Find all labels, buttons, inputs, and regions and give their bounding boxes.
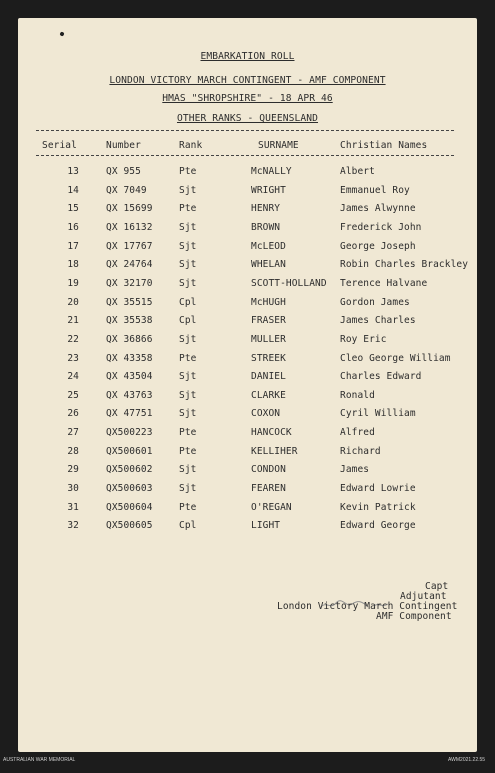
document-page: [18, 18, 477, 752]
table-row: [18, 203, 477, 221]
serial-cell: 25: [67, 389, 79, 401]
service-number-cell: QX 32170: [106, 277, 153, 289]
rank-cell: Cpl: [179, 296, 197, 308]
service-number-cell: QX500604: [106, 501, 153, 513]
rank-cell: Sjt: [179, 389, 197, 401]
table-row: [18, 427, 477, 445]
serial-cell: 13: [67, 166, 79, 177]
signatory-unit: London Victory March Contingent: [277, 601, 458, 612]
rank-cell: Sjt: [179, 221, 197, 233]
christian-names-cell: Roy Eric: [340, 333, 387, 345]
serial-cell: 20: [67, 296, 79, 308]
service-number-cell: QX500602: [106, 464, 153, 476]
rank-cell: Pte: [179, 501, 197, 513]
surname-cell: McHUGH: [251, 296, 286, 308]
service-number-cell: QX500605: [106, 520, 153, 532]
surname-cell: FRASER: [251, 315, 286, 327]
christian-names-cell: Albert: [340, 166, 375, 177]
service-number-cell: QX 17767: [106, 240, 153, 252]
serial-cell: 31: [67, 501, 79, 513]
surname-cell: McLEOD: [251, 240, 286, 252]
surname-cell: MULLER: [251, 333, 286, 345]
christian-names-cell: James Alwynne: [340, 203, 416, 215]
col-rank-header: Rank: [179, 140, 203, 151]
christian-names-cell: James: [340, 464, 370, 476]
christian-names-cell: Edward George: [340, 520, 416, 532]
table-row: [18, 502, 477, 520]
surname-cell: DANIEL: [251, 371, 286, 383]
rank-cell: Cpl: [179, 520, 197, 532]
table-row: [18, 241, 477, 259]
service-number-cell: QX 43358: [106, 352, 153, 364]
surname-cell: STREEK: [251, 352, 286, 364]
table-row: [18, 408, 477, 426]
service-number-cell: QX500603: [106, 483, 153, 495]
christian-names-cell: Cleo George William: [340, 352, 451, 364]
service-number-cell: QX 955: [106, 166, 141, 177]
rank-cell: Pte: [179, 445, 197, 457]
col-surname-header: SURNAME: [258, 140, 299, 151]
serial-cell: 15: [67, 203, 79, 215]
table-row: [18, 334, 477, 352]
doc-title: EMBARKATION ROLL: [200, 51, 295, 62]
serial-cell: 24: [67, 371, 79, 383]
header-rule-bottom: [36, 155, 454, 156]
serial-cell: 19: [67, 277, 79, 289]
rank-cell: Pte: [179, 203, 197, 215]
table-row: [18, 315, 477, 333]
surname-cell: WRIGHT: [251, 184, 286, 196]
service-number-cell: QX 16132: [106, 221, 153, 233]
service-number-cell: QX 15699: [106, 203, 153, 215]
serial-cell: 30: [67, 483, 79, 495]
christian-names-cell: Ronald: [340, 389, 375, 401]
table-row: [18, 353, 477, 371]
service-number-cell: QX 47751: [106, 408, 153, 420]
rank-cell: Cpl: [179, 315, 197, 327]
christian-names-cell: Cyril William: [340, 408, 416, 420]
rank-cell: Pte: [179, 166, 197, 177]
serial-cell: 23: [67, 352, 79, 364]
table-row: [18, 464, 477, 482]
christian-names-cell: Charles Edward: [340, 371, 422, 383]
col-christian-header: Christian Names: [340, 140, 428, 151]
rank-cell: Sjt: [179, 464, 197, 476]
footer-left: AUSTRALIAN WAR MEMORIAL: [3, 757, 76, 763]
surname-cell: KELLIHER: [251, 445, 298, 457]
serial-cell: 14: [67, 184, 79, 196]
ship-and-date: HMAS "SHROPSHIRE" - 18 APR 46: [162, 93, 333, 104]
signatory-component: AMF Component: [376, 611, 452, 622]
surname-cell: HANCOCK: [251, 427, 292, 439]
serial-cell: 17: [67, 240, 79, 252]
table-row: [18, 259, 477, 277]
serial-cell: 21: [67, 315, 79, 327]
col-number-header: Number: [106, 140, 141, 151]
serial-cell: 22: [67, 333, 79, 345]
service-number-cell: QX 7049: [106, 184, 147, 196]
surname-cell: BROWN: [251, 221, 281, 233]
table-row: [18, 166, 477, 184]
service-number-cell: QX500223: [106, 427, 153, 439]
rank-cell: Sjt: [179, 240, 197, 252]
surname-cell: LIGHT: [251, 520, 281, 532]
table-row: [18, 297, 477, 315]
rank-cell: Sjt: [179, 333, 197, 345]
service-number-cell: QX500601: [106, 445, 153, 457]
table-row: [18, 185, 477, 203]
christian-names-cell: Frederick John: [340, 221, 422, 233]
rank-cell: Pte: [179, 427, 197, 439]
christian-names-cell: Terence Halvane: [340, 277, 428, 289]
category-line: OTHER RANKS - QUEENSLAND: [176, 113, 319, 124]
table-row: [18, 390, 477, 408]
table-row: [18, 483, 477, 501]
rank-cell: Sjt: [179, 408, 197, 420]
signatory-rank: Capt: [425, 581, 449, 592]
table-row: [18, 222, 477, 240]
surname-cell: SCOTT-HOLLAND: [251, 277, 327, 289]
serial-cell: 26: [67, 408, 79, 420]
surname-cell: COXON: [251, 408, 281, 420]
christian-names-cell: Edward Lowrie: [340, 483, 416, 495]
service-number-cell: QX 35515: [106, 296, 153, 308]
rank-cell: Sjt: [179, 259, 197, 271]
header-rule-top: [36, 130, 454, 131]
surname-cell: CLARKE: [251, 389, 286, 401]
serial-cell: 18: [67, 259, 79, 271]
table-row: [18, 446, 477, 464]
col-serial-header: Serial: [42, 140, 77, 151]
service-number-cell: QX 35538: [106, 315, 153, 327]
rank-cell: Sjt: [179, 483, 197, 495]
surname-cell: O'REGAN: [251, 501, 292, 513]
christian-names-cell: Alfred: [340, 427, 375, 439]
serial-cell: 16: [67, 221, 79, 233]
serial-cell: 32: [67, 520, 79, 532]
footer-right: AWM2021.22.55: [448, 757, 486, 763]
serial-cell: 28: [67, 445, 79, 457]
surname-cell: FEAREN: [251, 483, 286, 495]
surname-cell: McNALLY: [251, 166, 292, 177]
service-number-cell: QX 36866: [106, 333, 153, 345]
signatory-title: Adjutant: [400, 591, 447, 602]
surname-cell: WHELAN: [251, 259, 286, 271]
table-row: [18, 278, 477, 296]
rank-cell: Sjt: [179, 371, 197, 383]
christian-names-cell: George Joseph: [340, 240, 416, 252]
serial-cell: 29: [67, 464, 79, 476]
christian-names-cell: Richard: [340, 445, 381, 457]
surname-cell: HENRY: [251, 203, 281, 215]
christian-names-cell: Kevin Patrick: [340, 501, 416, 513]
christian-names-cell: Emmanuel Roy: [340, 184, 410, 196]
ink-mark: [59, 31, 64, 36]
christian-names-cell: Gordon James: [340, 296, 410, 308]
serial-cell: 27: [67, 427, 79, 439]
service-number-cell: QX 43504: [106, 371, 153, 383]
service-number-cell: QX 43763: [106, 389, 153, 401]
rank-cell: Sjt: [179, 277, 197, 289]
surname-cell: CONDON: [251, 464, 286, 476]
doc-subtitle: LONDON VICTORY MARCH CONTINGENT - AMF COMPONENT: [109, 75, 386, 86]
christian-names-cell: Robin Charles Brackley: [340, 259, 469, 271]
service-number-cell: QX 24764: [106, 259, 153, 271]
table-row: [18, 520, 477, 538]
rank-cell: Pte: [179, 352, 197, 364]
rank-cell: Sjt: [179, 184, 197, 196]
table-row: [18, 371, 477, 389]
christian-names-cell: James Charles: [340, 315, 416, 327]
